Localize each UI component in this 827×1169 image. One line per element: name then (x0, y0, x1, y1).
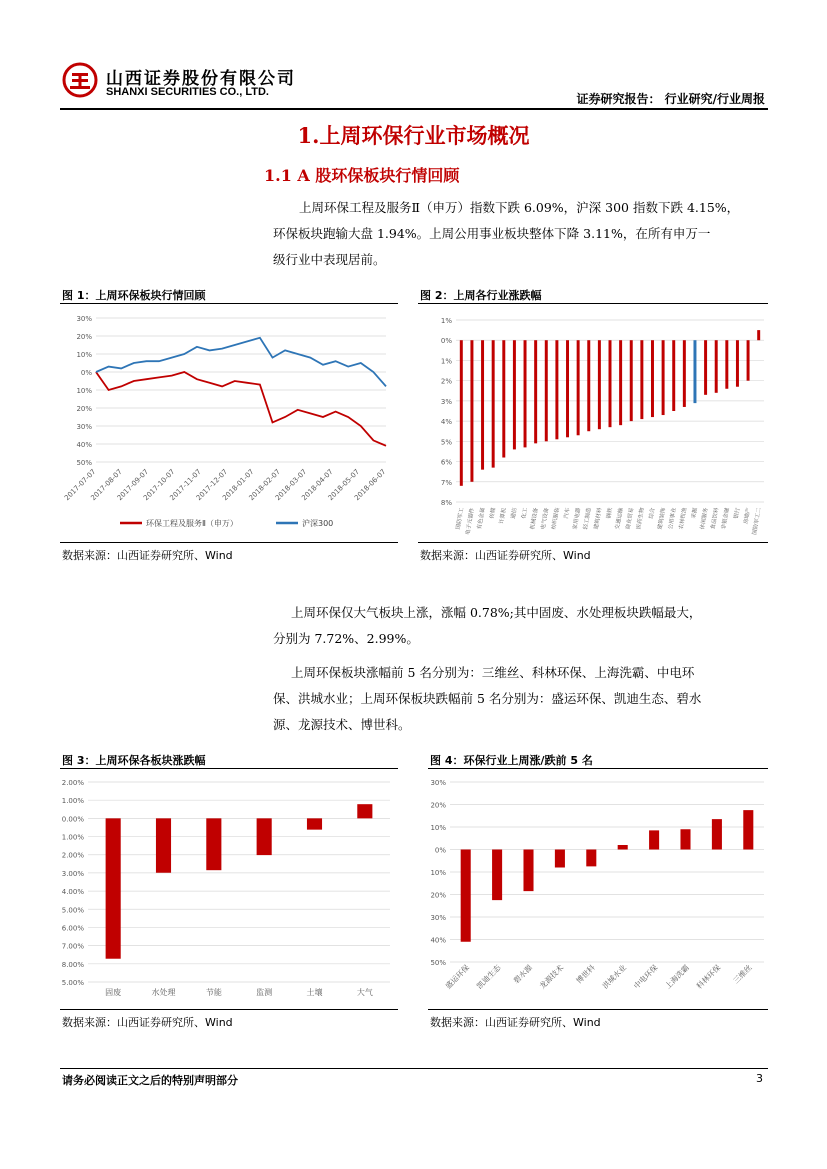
bar (712, 819, 722, 849)
subsection-title: 1.1 A 股环保板块行情回顾 (264, 166, 460, 185)
y-tick-label: 8.00% (61, 960, 84, 969)
bar (513, 340, 516, 449)
x-tick-label: 固废 (105, 988, 122, 997)
bar (523, 850, 533, 892)
bar (470, 340, 473, 482)
bar (640, 340, 643, 419)
y-tick-label: 5% (440, 438, 452, 447)
x-tick-label: 商业贸易 (625, 507, 636, 531)
bar (651, 340, 654, 417)
x-tick-label: 家用电器 (572, 507, 583, 531)
x-tick-label: 2017-09-07 (115, 467, 151, 503)
x-tick-label: 2018-01-07 (221, 467, 256, 503)
caption-divider (428, 768, 768, 769)
x-tick-label: 碧水源 (511, 963, 534, 986)
bar (693, 340, 696, 403)
paragraph-line: 保、洪城水业；上周环保板块跌幅前 5 名分别为：盛运环保、凯迪生态、碧水 (273, 691, 702, 706)
x-tick-label: 中电环保 (631, 963, 660, 991)
bar (757, 330, 760, 340)
y-tick-label: 4.00% (61, 888, 84, 897)
bar (307, 818, 322, 829)
x-tick-label: 三维丝 (731, 963, 754, 986)
header-divider (60, 108, 768, 110)
bar (481, 340, 484, 469)
company-logo (62, 62, 98, 98)
bar (534, 340, 537, 443)
y-tick-label: 30% (76, 423, 92, 431)
y-tick-label: 10% (76, 351, 92, 359)
y-tick-label: 20% (76, 405, 92, 413)
x-tick-label: 休闲服务 (699, 507, 710, 531)
y-tick-label: 10% (430, 824, 446, 832)
x-tick-label: 龙源技术 (537, 963, 566, 991)
x-tick-label: 2018-03-07 (273, 467, 309, 503)
y-tick-label: 4% (440, 418, 452, 427)
x-tick-label: 非银金融 (721, 507, 731, 531)
x-tick-label: 化工 (521, 507, 530, 520)
paragraph-line: 环保板块跑输大盘 1.94%。上周公用事业板块整体下降 3.11%，在所有申万一 (273, 226, 711, 241)
x-tick-label: 有色金属 (476, 507, 487, 531)
x-tick-label: 2017-10-07 (142, 467, 177, 503)
legend-label: 环保工程及服务Ⅱ（申万） (146, 519, 238, 528)
y-tick-label: 30% (76, 315, 92, 323)
y-tick-label: 1.00% (61, 797, 84, 806)
y-tick-label: 2% (440, 377, 452, 386)
paragraph-3 (273, 660, 767, 738)
legend-label: 沪深300 (302, 519, 334, 528)
bar (747, 340, 750, 380)
bar (630, 340, 633, 421)
y-tick-label: 40% (430, 936, 446, 945)
bar (672, 340, 675, 411)
paragraph-line: 上周环保仅大气板块上涨，涨幅 0.78%;其中固废、水处理板块跌幅最大， (291, 605, 702, 620)
x-tick-label: 2018-06-07 (352, 467, 388, 503)
bar (743, 810, 753, 849)
company-name-cn: 山西证券股份有限公司 (106, 69, 296, 89)
y-tick-label: 2.00% (61, 851, 84, 860)
paragraph-line: 级行业中表现居前。 (273, 252, 386, 267)
x-tick-label: 国防军工 (455, 507, 466, 531)
y-tick-label: 6% (440, 458, 452, 467)
section-title: 1.上周环保行业市场概况 (297, 123, 530, 148)
bar (492, 340, 495, 467)
x-tick-label: 建筑材料 (593, 507, 604, 531)
x-tick-label: 盛运环保 (443, 963, 472, 991)
footer-divider (60, 1068, 768, 1069)
bar (555, 340, 558, 439)
bar (587, 340, 590, 431)
x-tick-label: 2018-05-07 (326, 467, 362, 503)
y-tick-label: 50% (430, 959, 446, 967)
y-tick-label: 30% (430, 914, 446, 922)
logo-icon (62, 62, 98, 98)
bar (106, 818, 121, 958)
y-tick-label: 10% (76, 387, 92, 395)
bar (680, 829, 690, 849)
y-tick-label: 30% (430, 779, 446, 787)
x-tick-label: 凯迪生态 (474, 963, 503, 991)
caption-divider (60, 768, 398, 769)
paragraph-line: 上周环保板块涨幅前 5 名分别为：三维丝、科林环保、上海洗霸、中电环 (291, 665, 695, 680)
x-tick-label: 轻工制造 (582, 507, 593, 531)
source-divider (418, 542, 768, 543)
figure-2-source: 数据来源：山西证券研究所、Wind (420, 549, 591, 562)
bar (662, 340, 665, 415)
bar (545, 340, 548, 441)
paragraph-2 (273, 600, 767, 652)
bar (586, 850, 596, 867)
x-tick-label: 汽车 (563, 507, 572, 520)
bar (502, 340, 505, 457)
bar (492, 850, 502, 901)
figure-1-source: 数据来源：山西证券研究所、Wind (62, 549, 233, 562)
figure-3-caption: 图 3：上周环保各板块涨跌幅 (62, 754, 206, 767)
report-type: 证券研究报告： 行业研究/行业周报 (576, 92, 765, 106)
figure-2-caption: 图 2：上周各行业涨跌幅 (420, 289, 542, 302)
source-divider (60, 542, 398, 543)
paragraph-1 (273, 195, 767, 273)
x-tick-label: 食品饮料 (710, 507, 721, 531)
series-line (96, 338, 386, 387)
y-tick-label: 1% (440, 317, 452, 325)
x-tick-label: 博世科 (574, 963, 597, 986)
x-tick-label: 2017-08-07 (89, 467, 124, 503)
y-tick-label: 3.00% (61, 869, 84, 878)
bar (461, 850, 471, 942)
bar (524, 340, 527, 447)
x-tick-label: 2017-07-07 (62, 467, 98, 503)
figure-2-chart (418, 306, 768, 540)
footer-disclaimer: 请务必阅读正文之后的特别声明部分 (62, 1074, 238, 1087)
x-tick-label: 科林环保 (694, 963, 723, 991)
page-number: 3 (756, 1072, 763, 1085)
y-tick-label: 20% (430, 891, 446, 900)
bar (618, 845, 628, 850)
y-tick-label: 7% (440, 478, 452, 487)
bar (566, 340, 569, 437)
y-tick-label: 0.00% (61, 815, 84, 824)
y-tick-label: 8% (440, 499, 452, 507)
x-tick-label: 监测 (256, 988, 273, 997)
series-line (96, 372, 386, 446)
x-tick-label: 水处理 (151, 988, 176, 997)
x-tick-label: 2018-04-07 (300, 467, 335, 503)
x-tick-label: 农林牧渔 (678, 507, 689, 531)
bar (357, 804, 372, 818)
y-tick-label: 2.00% (61, 779, 84, 787)
paragraph-line: 上周环保工程及服务Ⅱ（申万）指数下跌 6.09%，沪深 300 指数下跌 4.15%， (299, 200, 740, 215)
x-tick-label: 计算机 (498, 507, 508, 525)
x-tick-label: 电气设备 (540, 507, 551, 531)
x-tick-label: 2018-02-07 (247, 467, 282, 503)
caption-divider (60, 303, 398, 304)
x-tick-label: 节能 (205, 988, 222, 997)
bar (598, 340, 601, 429)
bar (555, 850, 565, 868)
figure-1-chart (60, 306, 398, 540)
y-tick-label: 0% (434, 846, 446, 855)
bar (683, 340, 686, 407)
source-divider (428, 1009, 768, 1010)
y-tick-label: 40% (76, 441, 92, 449)
x-tick-label: 公用事业 (667, 507, 678, 531)
bar (725, 340, 728, 389)
bar (609, 340, 612, 427)
figure-3-source: 数据来源：山西证券研究所、Wind (62, 1016, 233, 1029)
figure-1-caption: 图 1：上周环保板块行情回顾 (62, 289, 206, 302)
y-tick-label: 1% (440, 357, 452, 366)
y-tick-label: 5.00% (61, 979, 84, 987)
x-tick-label: 洪城水业 (600, 963, 629, 991)
figure-4-source: 数据来源：山西证券研究所、Wind (430, 1016, 601, 1029)
x-tick-label: 建筑装饰 (657, 507, 668, 531)
x-tick-label: 钢铁 (606, 507, 614, 520)
y-tick-label: 7.00% (61, 942, 84, 951)
y-tick-label: 6.00% (61, 924, 84, 933)
bar (577, 340, 580, 435)
x-tick-label: 通信 (510, 507, 519, 520)
y-tick-label: 0% (440, 337, 452, 346)
x-tick-label: 土壤 (306, 988, 323, 997)
y-tick-label: 1.00% (61, 833, 84, 842)
source-divider (60, 1009, 398, 1010)
bar (619, 340, 622, 425)
y-tick-label: 5.00% (61, 906, 84, 915)
y-tick-label: 3% (440, 397, 452, 406)
x-tick-label: 2017-11-07 (168, 467, 203, 503)
bar (736, 340, 739, 387)
figure-4-chart (428, 772, 768, 1008)
bar (649, 830, 659, 849)
x-tick-label: 大气 (356, 988, 373, 997)
bar (715, 340, 718, 393)
bar (460, 340, 463, 486)
x-tick-label: 医药生物 (636, 507, 646, 531)
x-tick-label: 房地产 (743, 507, 753, 525)
x-tick-label: 采掘 (691, 507, 699, 520)
x-tick-label: 综合 (648, 507, 657, 520)
bar (704, 340, 707, 395)
figure-3-chart (60, 772, 398, 1008)
company-name-en: SHANXI SECURITIES CO., LTD. (106, 86, 269, 98)
y-tick-label: 10% (430, 869, 446, 877)
paragraph-line: 源、龙源技术、博世科。 (273, 717, 411, 732)
x-tick-label: 国防军工二 (751, 507, 763, 536)
x-tick-label: 交通运输 (614, 507, 625, 531)
x-tick-label: 传媒 (489, 507, 498, 520)
y-tick-label: 20% (76, 333, 92, 341)
bar (206, 818, 221, 870)
y-tick-label: 50% (76, 459, 92, 467)
x-tick-label: 纺织服装 (551, 507, 561, 531)
x-tick-label: 上海洗霸 (663, 963, 691, 991)
bar (156, 818, 171, 872)
x-tick-label: 2017-12-07 (194, 467, 230, 503)
y-tick-label: 0% (80, 369, 92, 377)
paragraph-line: 分别为 7.72%、2.99%。 (273, 631, 419, 646)
figure-4-caption: 图 4：环保行业上周涨/跌前 5 名 (430, 754, 593, 767)
caption-divider (418, 303, 768, 304)
bar (257, 818, 272, 855)
x-tick-label: 银行 (733, 507, 742, 520)
y-tick-label: 20% (430, 801, 446, 810)
x-tick-label: 电子元器件 (465, 507, 476, 536)
x-tick-label: 机械设备 (529, 507, 540, 531)
